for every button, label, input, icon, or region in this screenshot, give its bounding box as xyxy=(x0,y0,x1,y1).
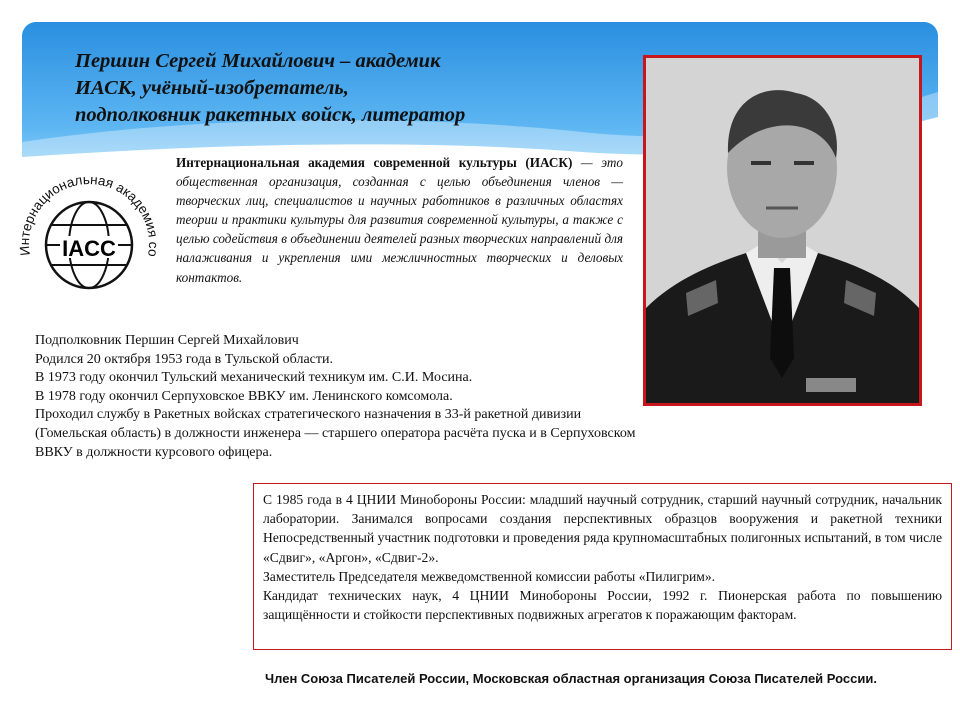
title-line: Першин Сергей Михайлович – академик xyxy=(75,50,441,72)
iacc-logo xyxy=(8,160,168,310)
bio-line: ВВКУ в должности курсового офицера. xyxy=(35,444,273,460)
logo-ring-text: Интернациональная академия со xyxy=(16,172,162,258)
biography xyxy=(35,332,635,462)
portrait-photo xyxy=(643,55,922,406)
career-paragraph: Заместитель Председателя межведомственной комиссии работы «Пилигрим». xyxy=(263,568,716,584)
academy-description xyxy=(176,153,623,287)
career-box xyxy=(253,483,952,650)
page-title xyxy=(75,48,465,129)
academy-name: Интернациональная академия современной культуры (ИАСК) xyxy=(176,155,573,170)
career-paragraph: Кандидат технических наук, 4 ЦНИИ Минобороны России, 1992 г. Пионерская работа по повышению защищённости и стойкости перспективных подвижных агрегатов к поражающим факторам. xyxy=(263,588,942,623)
bio-line: Родился 20 октября 1953 года в Тульской области. xyxy=(35,351,333,367)
footer-membership: Член Союза Писателей России, Московская областная организация Союза Писателей России. xyxy=(265,671,877,686)
bio-line: В 1973 году окончил Тульский механический техникум им. С.И. Мосина. xyxy=(35,370,473,386)
title-line: подполковник ракетных войск, литератор xyxy=(75,104,466,126)
bio-line: В 1978 году окончил Серпуховское ВВКУ им. Ленинского комсомола. xyxy=(35,388,453,404)
bio-line: Проходил службу в Ракетных войсках стратегического назначения в 33-й ракетной дивизии xyxy=(35,407,582,423)
bio-line: Подполковник Першин Сергей Михайлович xyxy=(35,333,299,348)
bio-line: (Гомельская область) в должности инженера — старшего оператора расчёта пуска и в Серпуховском xyxy=(35,425,636,441)
career-paragraph: С 1985 года в 4 ЦНИИ Минобороны России: младший научный сотрудник, старший научный сотрудник, начальник лаборатории. Занимался вопросами создания перспективных образцов вооружения и ракетной техники Непосредственный участник подготовки и проведения ряда крупномасштабных полигонных испытаний, в том числе «Сдвиг», «Аргон», «Сдвиг-2». xyxy=(263,492,942,565)
logo-center-text: IACC xyxy=(62,236,116,261)
academy-description-text: — это общественная организация, созданная с целью объединения членов — творческих лиц, специалистов и научных работников в различных областях теории и практики культуры для развития современной культуры, а также с целью содействия в объединении деятелей разных творческих направлений для налаживания и укрепления ими межличностных творческих и деловых контактов. xyxy=(176,155,623,285)
title-line: ИАСК, учёный-изобретатель, xyxy=(75,77,349,99)
